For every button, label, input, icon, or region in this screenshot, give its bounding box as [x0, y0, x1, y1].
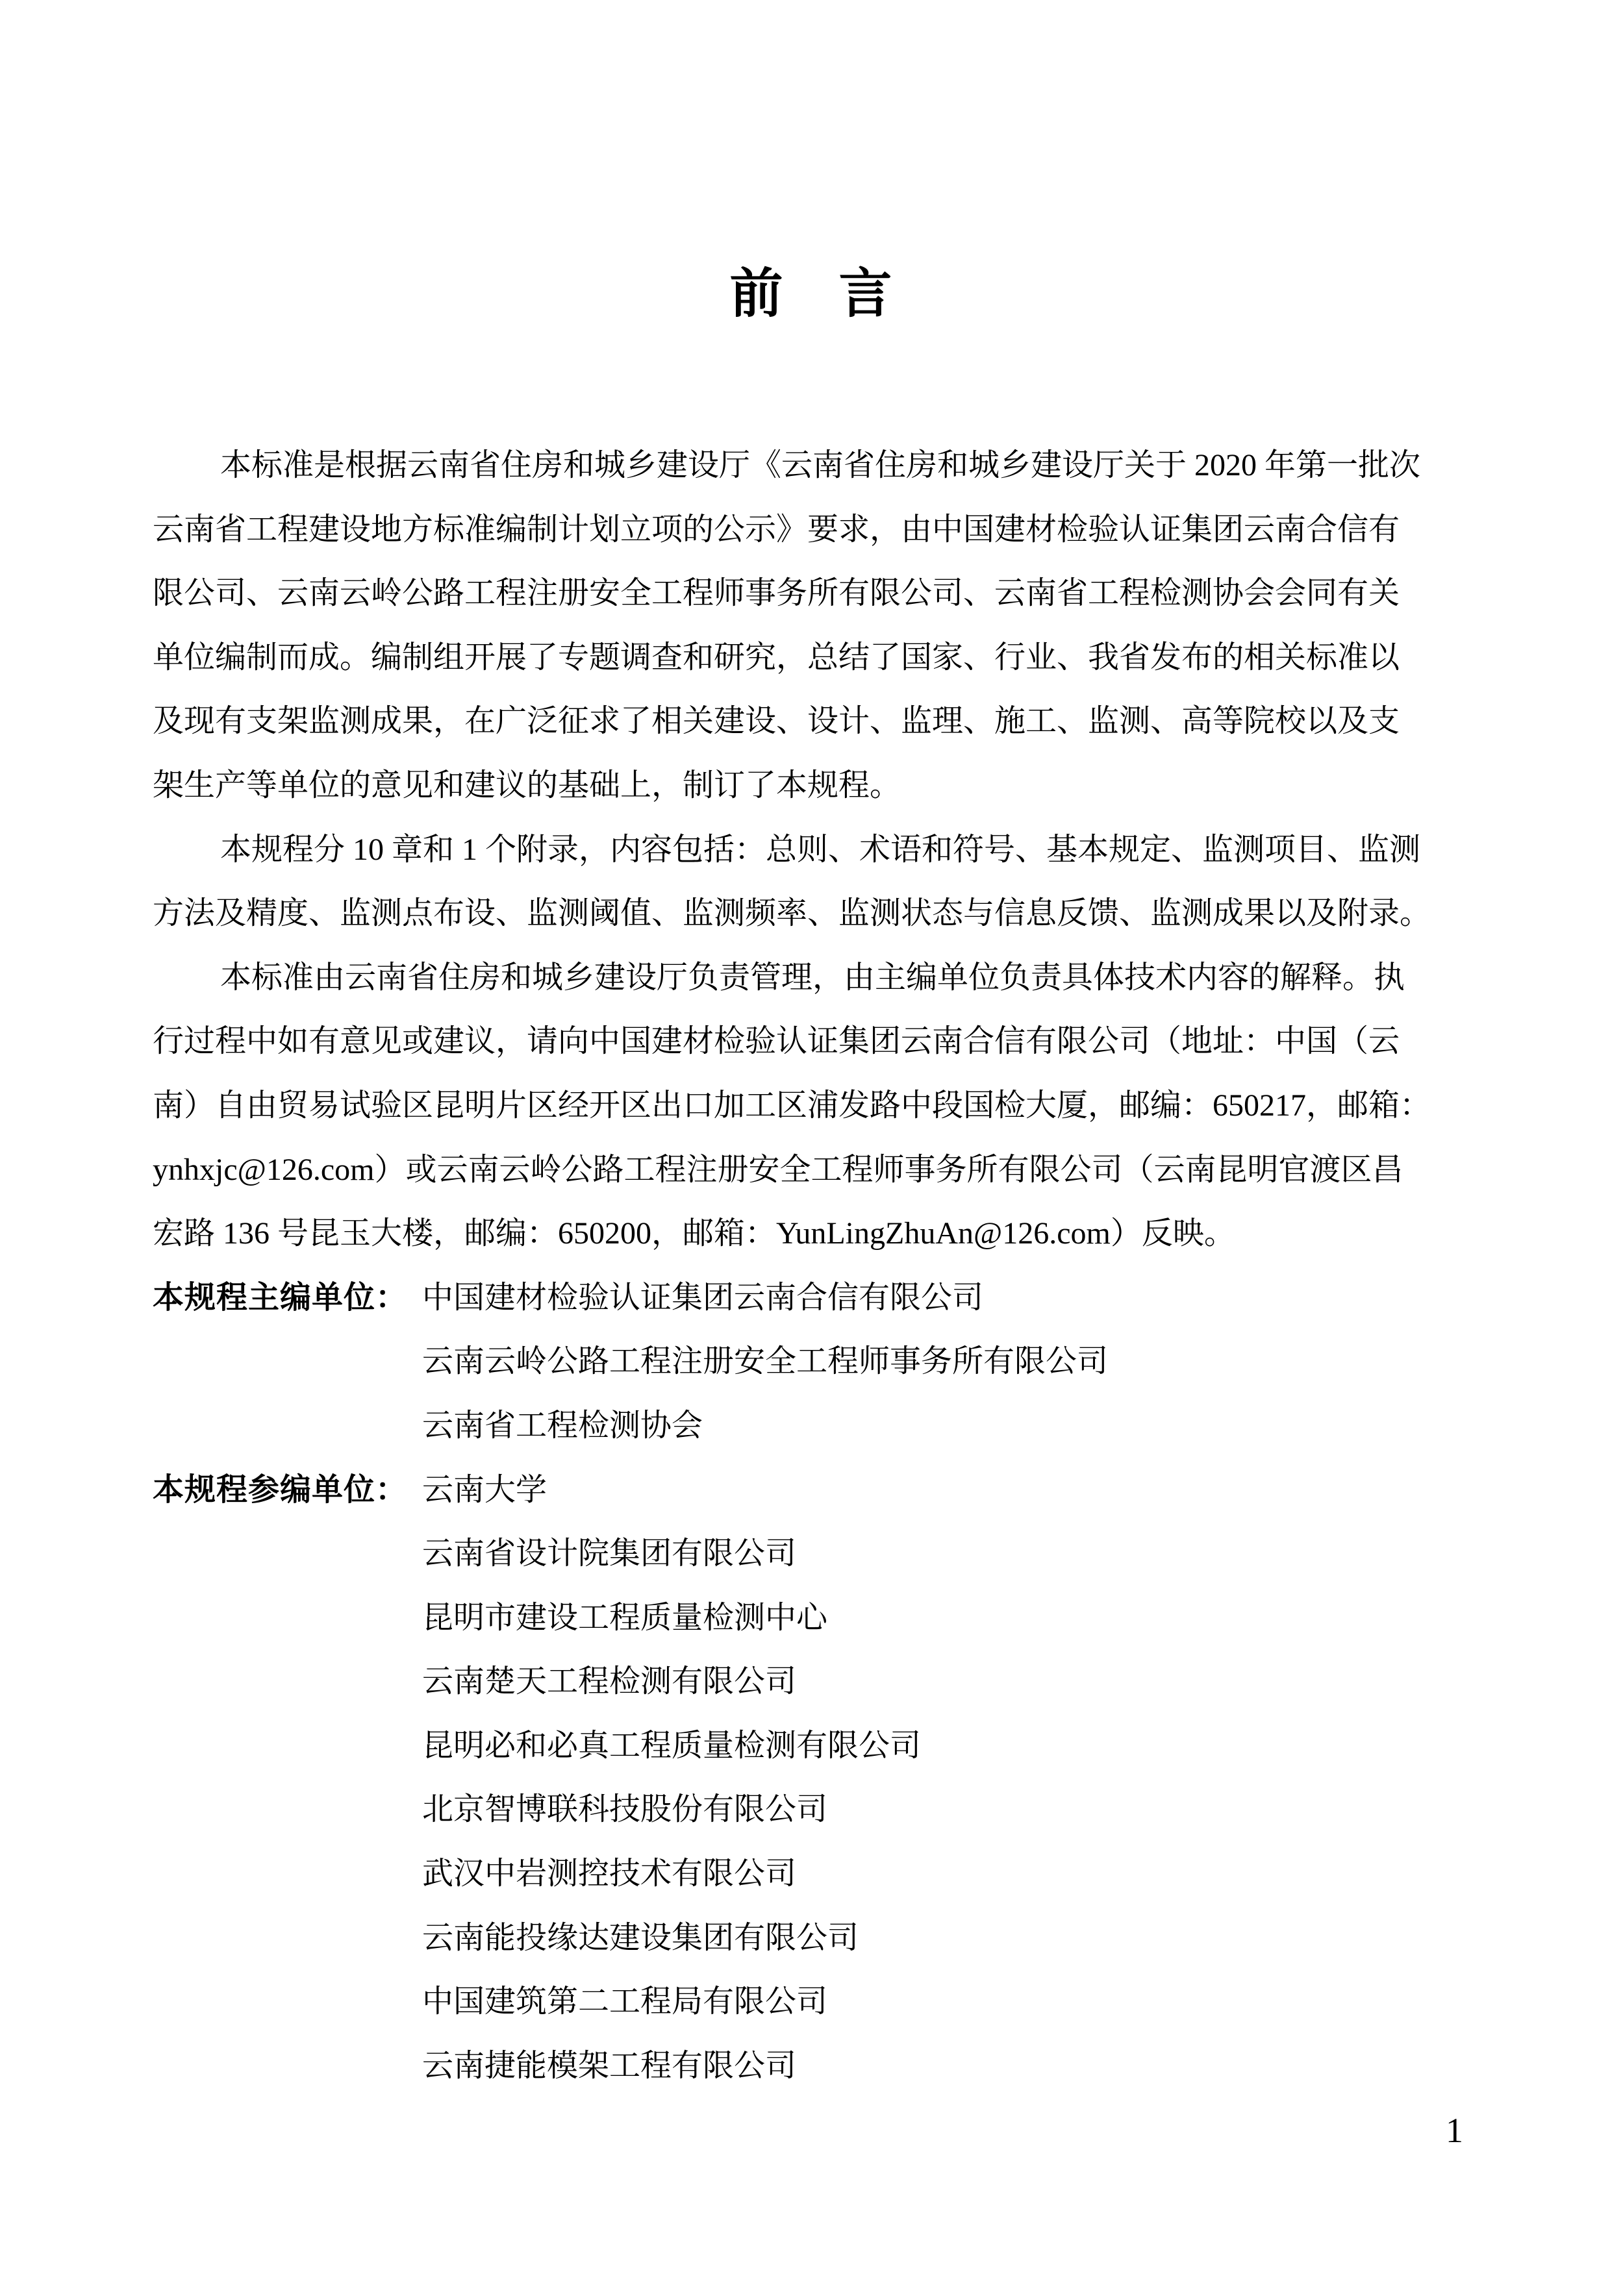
text-line: 南）自由贸易试验区昆明片区经开区出口加工区浦发路中段国检大厦，邮编：650217，邮箱： [153, 1088, 1431, 1123]
unit-name: 中国建筑第二工程局有限公司 [422, 1984, 828, 2019]
chief-editor-row [153, 1266, 1461, 1330]
unit-name: 云南能投缘达建设集团有限公司 [422, 1920, 859, 1955]
text-line: 架生产等单位的意见和建议的基础上，制订了本规程。 [153, 767, 901, 803]
unit-name: 云南捷能模架工程有限公司 [422, 2048, 797, 2083]
unit-name: 云南云岭公路工程注册安全工程师事务所有限公司 [422, 1344, 1109, 1379]
participants-row [153, 1458, 1461, 1523]
text-line: 本标准由云南省住房和城乡建设厅负责管理，由主编单位负责具体技术内容的解释。执 [220, 960, 1405, 995]
unit-name: 昆明必和必真工程质量检测有限公司 [422, 1728, 922, 1763]
unit-name: 云南大学 [422, 1472, 547, 1507]
text-line: 云南省工程建设地方标准编制计划立项的公示》要求，由中国建材检验认证集团云南合信有 [153, 512, 1400, 547]
text-line: 本规程分 10 章和 1 个附录，内容包括：总则、术语和符号、基本规定、监测项目、监测 [220, 832, 1421, 867]
text-line: 单位编制而成。编制组开展了专题调查和研究，总结了国家、行业、我省发布的相关标准以 [153, 640, 1400, 675]
page-number: 1 [1446, 2111, 1463, 2150]
page-title: 前 言 [729, 264, 894, 323]
unit-name: 云南省工程检测协会 [422, 1408, 703, 1443]
paragraph-management [153, 946, 1461, 1266]
participants-block [153, 1458, 1461, 2099]
unit-name: 昆明市建设工程质量检测中心 [422, 1600, 828, 1635]
unit-name: 云南楚天工程检测有限公司 [422, 1664, 797, 1699]
chief-editor-label: 本规程主编单位： [153, 1280, 408, 1315]
unit-name: 中国建材检验认证集团云南合信有限公司 [422, 1280, 984, 1315]
unit-name: 武汉中岩测控技术有限公司 [422, 1856, 797, 1891]
chief-editor-block [153, 1266, 1461, 1458]
preface-content [153, 434, 1461, 2098]
participants-label: 本规程参编单位： [153, 1472, 408, 1507]
unit-name: 北京智博联科技股份有限公司 [422, 1792, 828, 1827]
text-line: 行过程中如有意见或建议，请向中国建材检验认证集团云南合信有限公司（地址：中国（云 [153, 1024, 1400, 1059]
text-line: 方法及精度、监测点布设、监测阈值、监测频率、监测状态与信息反馈、监测成果以及附录。 [153, 896, 1431, 931]
unit-name: 云南省设计院集团有限公司 [422, 1536, 797, 1571]
text-line: ynhxjc@126.com）或云南云岭公路工程注册安全工程师事务所有限公司（云南昆明官渡区昌 [153, 1152, 1403, 1187]
text-line: 本标准是根据云南省住房和城乡建设厅《云南省住房和城乡建设厅关于 2020 年第一批次 [220, 448, 1421, 482]
text-line: 及现有支架监测成果，在广泛征求了相关建设、设计、监理、施工、监测、高等院校以及支 [153, 704, 1400, 739]
text-line: 宏路 136 号昆玉大楼，邮编：650200，邮箱：YunLingZhuAn@126.com）反映。 [153, 1216, 1235, 1251]
paragraph-contents [153, 818, 1461, 946]
paragraph-intro [153, 434, 1461, 818]
text-line: 限公司、云南云岭公路工程注册安全工程师事务所有限公司、云南省工程检测协会会同有关 [153, 576, 1400, 611]
